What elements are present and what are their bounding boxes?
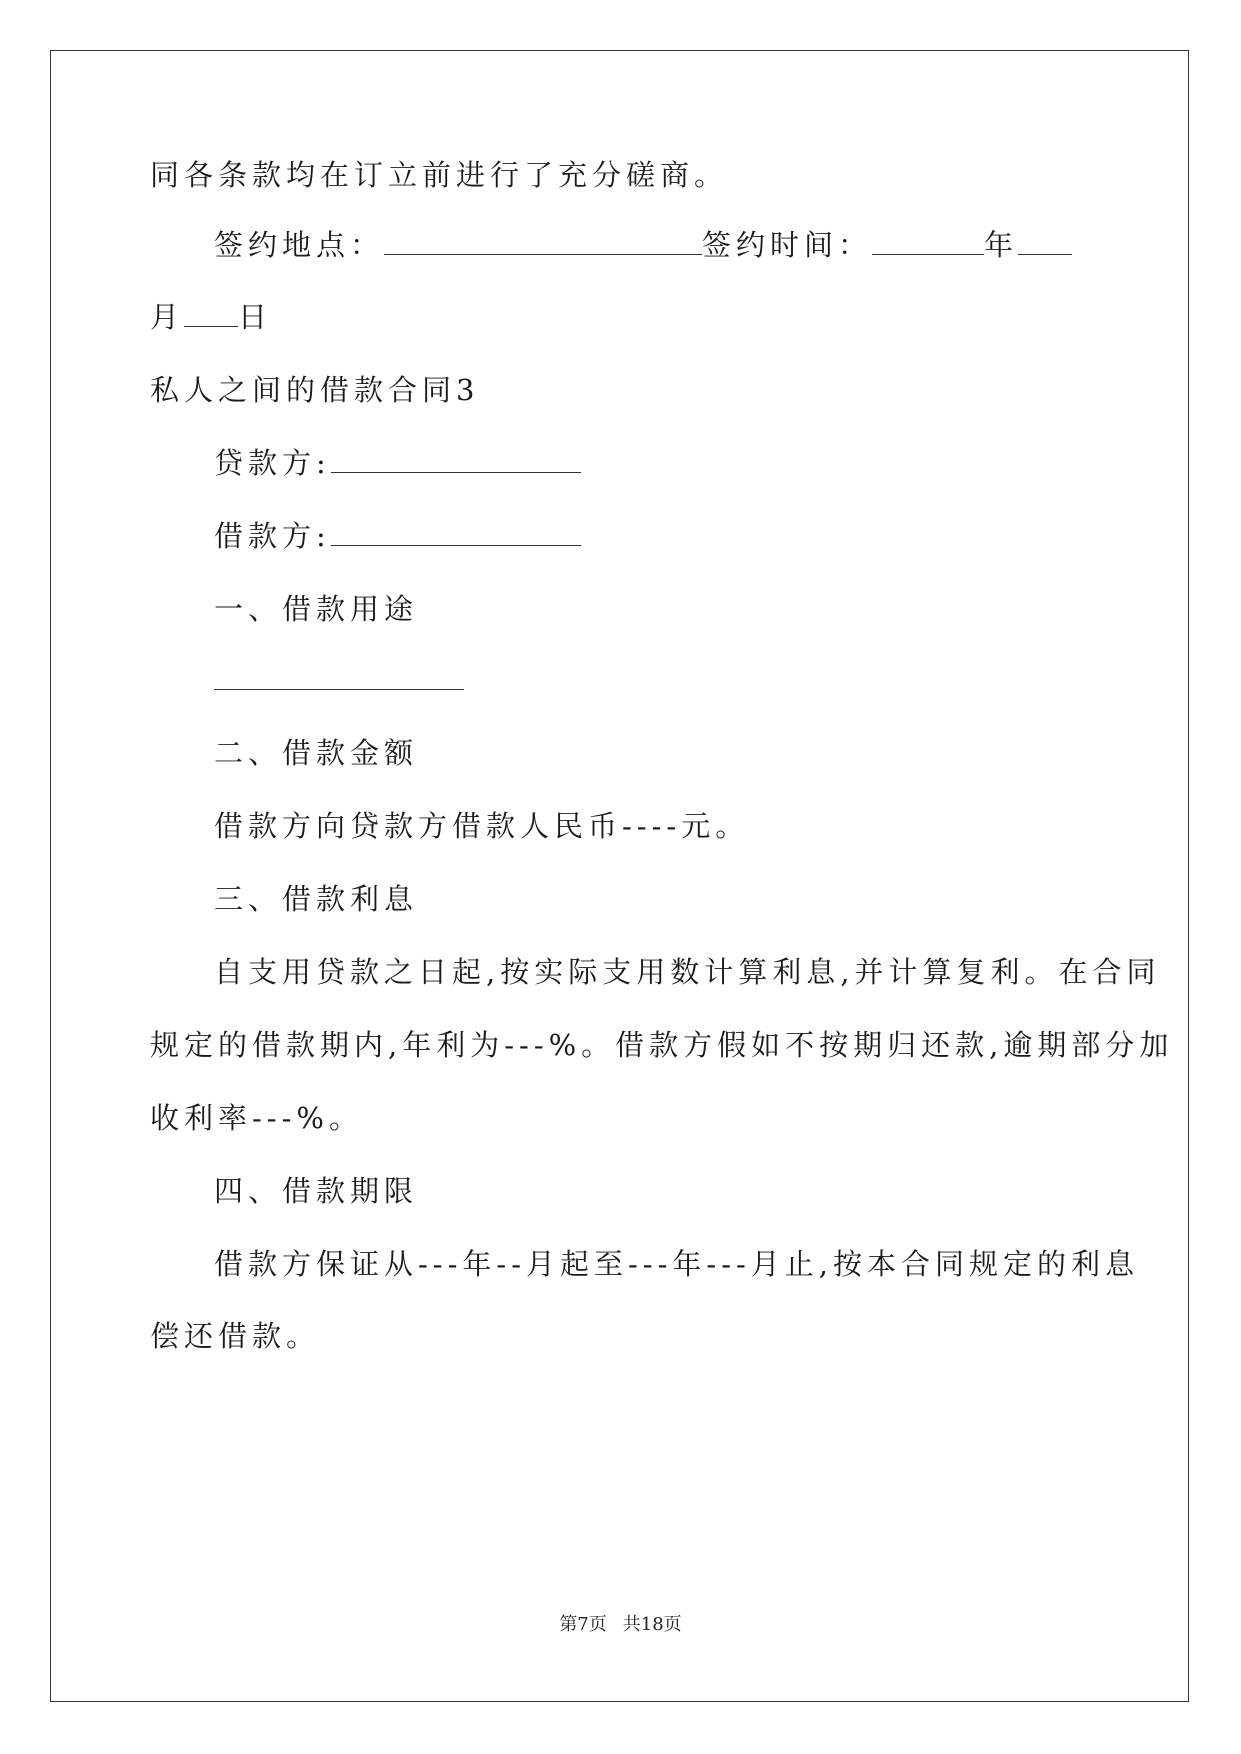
text-line: 自支用贷款之日起,按实际支用数计算利息,并计算复利。在合同 (214, 955, 1161, 989)
text-line: 借款方保证从---年--月起至---年---月止,按本合同规定的利息 (214, 1247, 1140, 1281)
page-footer (0, 1610, 1241, 1636)
section-heading: 一、借款用途 (214, 592, 419, 626)
section-heading: 二、借款金额 (214, 736, 419, 770)
text-line: 偿还借款。 (150, 1319, 321, 1353)
lender-label: 贷款方: (214, 446, 331, 480)
signing-line (214, 225, 1072, 265)
page-number: 第7页 (559, 1614, 607, 1635)
lender-blank[interactable] (331, 446, 581, 473)
sign-time-label: 签约时间： (702, 228, 873, 262)
lender-line (214, 443, 581, 483)
purpose-blank[interactable] (214, 663, 464, 690)
day-label: 日 (238, 300, 273, 334)
date-line (150, 297, 272, 337)
page-total: 共18页 (622, 1614, 682, 1635)
sign-place-blank[interactable] (384, 228, 702, 255)
borrower-blank[interactable] (331, 519, 581, 546)
borrower-line (214, 516, 581, 556)
sign-place-label: 签约地点： (214, 228, 385, 262)
borrower-label: 借款方: (214, 519, 331, 553)
text-line: 借款方向贷款方借款人民币----元。 (214, 809, 750, 843)
year-label: 年 (984, 228, 1019, 262)
year-blank[interactable] (872, 228, 984, 255)
section-heading: 四、借款期限 (214, 1174, 419, 1208)
text-line: 规定的借款期内,年利为---%。借款方假如不按期归还款,逾期部分加 (150, 1028, 1174, 1062)
section-heading: 三、借款利息 (214, 882, 419, 916)
purpose-line (214, 660, 464, 700)
contract-title: 私人之间的借款合同3 (150, 373, 480, 407)
day-blank[interactable] (184, 300, 238, 327)
text-line: 收利率---%。 (150, 1101, 363, 1135)
text-line: 同各条款均在订立前进行了充分磋商。 (150, 158, 729, 192)
month-blank-a[interactable] (1018, 228, 1072, 255)
month-label: 月 (150, 300, 185, 334)
